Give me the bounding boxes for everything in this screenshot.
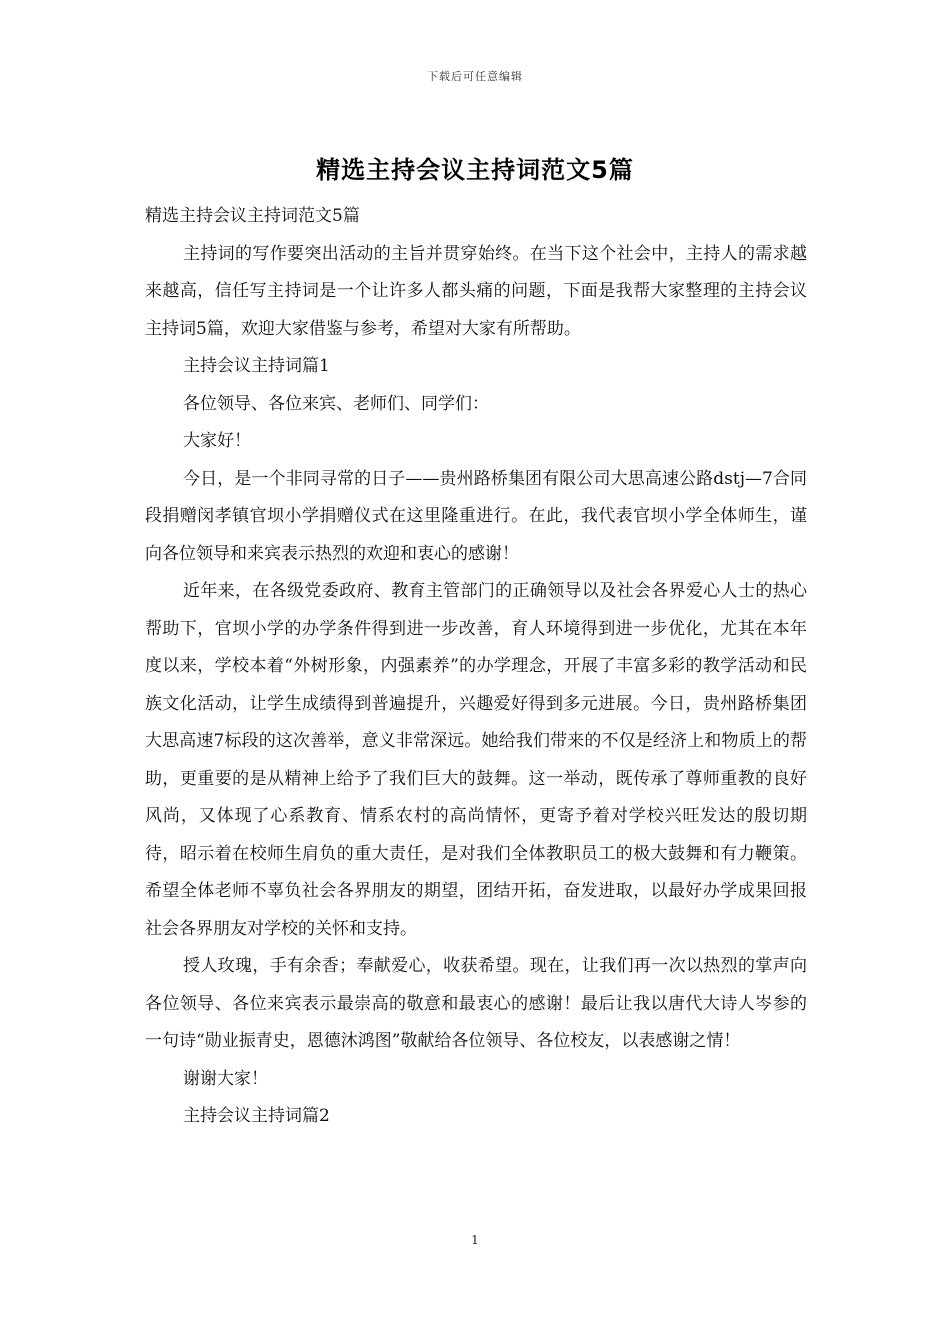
- body-paragraph: 主持会议主持词篇2: [183, 1106, 330, 1126]
- body-paragraph: 各位领导、各位来宾、老师们、同学们：: [183, 393, 489, 414]
- body-paragraph: 授人玫瑰，手有余香；奉献爱心，收获希望。现在，让我们再一次以热烈的掌声向各位领导、各位来宾表示最崇高的敬意和最衷心的感谢！最后让我以唐代大诗人岑参的一句诗“勋业振青史，恩德沐鸿图”敬献给各位领导、各位校友，以表感谢之情！: [145, 956, 807, 1051]
- subtitle-line: 精选主持会议主持词范文5篇: [145, 206, 360, 226]
- body-paragraph: 谢谢大家！: [183, 1068, 268, 1089]
- body-paragraph: 主持会议主持词篇1: [183, 356, 330, 376]
- header-note: 下载后可任意编辑: [427, 70, 523, 83]
- body-paragraph: 主持词的写作要突出活动的主旨并贯穿始终。在当下这个社会中，主持人的需求越来越高，信任写主持词是一个让许多人都头痛的问题，下面是我帮大家整理的主持会议主持词5篇，欢迎大家借鉴与参考，希望对大家有所帮助。: [145, 243, 807, 339]
- document-body: [145, 198, 807, 1136]
- document-title: 精选主持会议主持词范文5篇: [316, 156, 634, 184]
- body-paragraph: 近年来，在各级党委政府、教育主管部门的正确领导以及社会各界爱心人士的热心帮助下，官坝小学的办学条件得到进一步改善，育人环境得到进一步优化，尤其在本年度以来，学校本着“外树形象，内强素养”的办学理念，开展了丰富多彩的教学活动和民族文化活动，让学生成绩得到普遍提升，兴趣爱好得到多元进展。今日，贵州路桥集团大思高速7标段的这次善举，意义非常深远。她给我们带来的不仅是经济上和物质上的帮助，更重要的是从精神上给予了我们巨大的鼓舞。这一举动，既传承了尊师重教的良好风尚，又体现了心系教育、情系农村的高尚情怀，更寄予着对学校兴旺发达的殷切期待，昭示着在校师生肩负的重大责任，是对我们全体教职员工的极大鼓舞和有力鞭策。希望全体老师不辜负社会各界朋友的期望，团结开拓，奋发进取，以最好办学成果回报社会各界朋友对学校的关怀和支持。: [145, 581, 807, 939]
- body-paragraph: 大家好！: [183, 431, 251, 451]
- body-paragraph: 今日，是一个非同寻常的日子——贵州路桥集团有限公司大思高速公路dstj—7合同段捐赠闵孝镇官坝小学捐赠仪式在这里隆重进行。在此，我代表官坝小学全体师生，谨向各位领导和来宾表示热烈的欢迎和衷心的感谢！: [145, 468, 807, 564]
- page-number: 1: [471, 1233, 479, 1247]
